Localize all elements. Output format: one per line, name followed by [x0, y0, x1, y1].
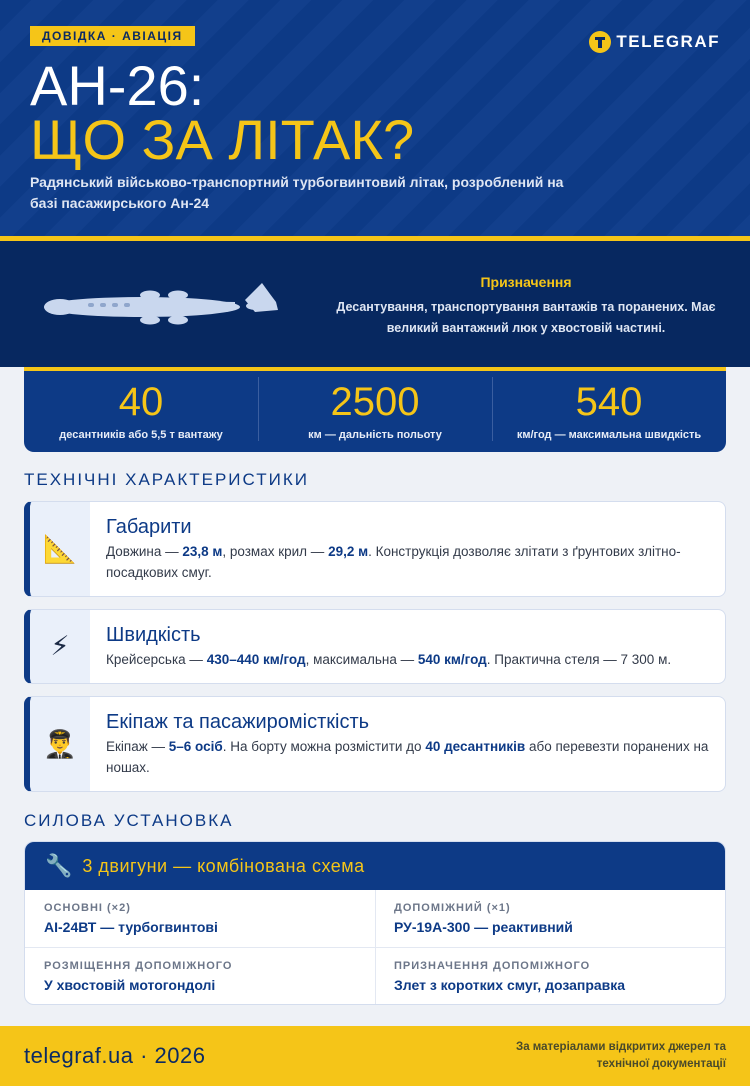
logo-text: TELEGRAF — [616, 32, 720, 51]
powerplant-card — [24, 841, 726, 1005]
engine-cell-main — [25, 890, 375, 948]
stat-paratroopers — [24, 371, 258, 452]
powerplant-grid — [25, 890, 725, 1005]
cell-value: РУ-19А-300 — реактивний — [394, 919, 573, 935]
footer — [0, 1026, 750, 1086]
cell-value: Злет з коротких смуг, дозаправка — [394, 977, 626, 993]
stat-label: десантників або 5,5 т вантажу — [59, 429, 223, 441]
powerplant-header — [25, 842, 725, 890]
powerplant-title: 3 двигуни — комбінована схема — [82, 855, 365, 876]
category-tag: ДОВІДКА · АВІАЦІЯ — [30, 26, 195, 46]
stat-label: км/год — максимальна швидкість — [516, 429, 702, 441]
purpose-title: Призначення — [480, 274, 572, 290]
pilot-icon: 👨‍✈️ — [30, 697, 90, 791]
wrench-icon: 🔧 — [45, 853, 73, 878]
cell-label: ДОПОМІЖНИЙ (×1) — [394, 902, 511, 914]
engine-cell-auxiliary — [375, 890, 725, 948]
cell-label: ПРИЗНАЧЕННЯ ДОПОМІЖНОГО — [394, 960, 591, 972]
cell-value: У хвостовій мотогондолі — [44, 977, 216, 993]
engine-cell-purpose — [375, 948, 725, 1005]
stat-range — [258, 371, 492, 452]
spec-card-crew — [24, 696, 726, 792]
page-title-line2: ЩО ЗА ЛІТАК? — [30, 108, 415, 171]
ruler-triangle-icon: 📐 — [30, 502, 90, 596]
card-title: Швидкість — [106, 624, 201, 646]
purpose-text: Десантування, транспортування вантажів та поранених. Має великий вантажний люк у хвостовій частині. — [336, 300, 716, 335]
lightning-icon: ⚡ — [30, 610, 90, 683]
card-title: Екіпаж та пасажиромісткість — [106, 711, 370, 733]
stat-value: 540 — [575, 380, 643, 424]
stat-value: 40 — [118, 380, 164, 424]
powerplant-section-title: СИЛОВА УСТАНОВКА — [24, 811, 234, 830]
spec-card-speed — [24, 609, 726, 684]
cell-label: РОЗМІЩЕННЯ ДОПОМІЖНОГО — [44, 960, 233, 972]
key-stats — [24, 371, 726, 452]
telegraf-logo[interactable] — [589, 31, 720, 53]
footer-source-note: За матеріалами відкритих джерел та технічної документації — [515, 1041, 726, 1070]
cell-value: АІ-24ВТ — турбогвинтові — [44, 919, 218, 935]
stat-max-speed — [492, 371, 726, 452]
cell-label: ОСНОВНІ (×2) — [44, 902, 131, 914]
card-title: Габарити — [106, 516, 192, 538]
telegraf-logo-icon — [589, 31, 611, 53]
card-text: Екіпаж — 5–6 осіб. На борту можна розмістити до 40 десантників або перевезти поранених на ношах. — [106, 739, 709, 775]
page-subtitle: Радянський військово-транспортний турбогвинтовий літак, розроблений на базі пасажирського Ан-24 — [30, 174, 564, 211]
footer-site-link[interactable]: telegraf.ua · 2026 — [24, 1043, 206, 1068]
spec-card-dimensions — [24, 501, 726, 597]
card-text: Довжина — 23,8 м, розмах крил — 29,2 м. Конструкція дозволяє злітати з ґрунтових злітно-посадкових смуг. — [106, 544, 681, 580]
page-title-line1: АН-26: — [30, 54, 205, 117]
engine-cell-placement — [25, 948, 375, 1005]
stat-value: 2500 — [330, 380, 420, 424]
card-text: Крейсерська — 430–440 км/год, максимальна — 540 км/год. Практична стеля — 7 300 м. — [106, 652, 672, 667]
specs-section-title: ТЕХНІЧНІ ХАРАКТЕРИСТИКИ — [24, 470, 309, 489]
stat-label: км — дальність польоту — [308, 429, 442, 441]
header-banner — [0, 0, 750, 236]
airplane-icon — [40, 280, 285, 330]
